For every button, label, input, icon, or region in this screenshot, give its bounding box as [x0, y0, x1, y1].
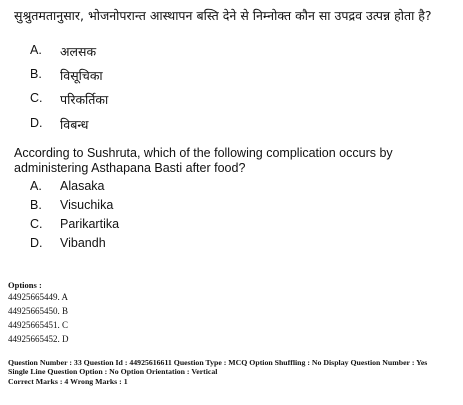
option-text: Alasaka	[60, 179, 105, 193]
option-id-b: 44925665450. B	[8, 306, 69, 316]
english-question-text: According to Sushruta, which of the following complication occurs by administering Asthapana Basti after food?	[14, 146, 393, 175]
option-text: विबन्ध	[60, 117, 89, 132]
question-metadata-line: Question Number : 33 Question Id : 44925616611 Question Type : MCQ Option Shuffling : No Display Question Number : Yes	[8, 358, 428, 367]
option-id-a: 44925665449. A	[8, 292, 69, 302]
option-id-d: 44925665452. D	[8, 334, 69, 344]
options-heading: Options :	[8, 280, 42, 290]
option-text: Visuchika	[60, 198, 114, 212]
option-id-c: 44925665451. C	[8, 320, 69, 330]
option-letter: A.	[30, 43, 42, 57]
option-text: अलसक	[60, 44, 97, 59]
option-text: Vibandh	[60, 236, 106, 250]
option-letter: D.	[30, 116, 43, 130]
hindi-question-text: सुश्रुतमतानुसार, भोजनोपरान्त आस्थापन बस्ति देने से निम्नोक्त कौन सा उपद्रव उत्पन्न होता है?	[14, 8, 432, 23]
option-letter: A.	[30, 179, 42, 193]
option-letter: B.	[30, 198, 42, 212]
option-letter: C.	[30, 217, 43, 231]
option-letter: C.	[30, 91, 43, 105]
question-settings-line: Single Line Question Option : No Option Orientation : Vertical	[8, 367, 218, 376]
option-text: परिकर्तिका	[60, 92, 109, 107]
marks-line: Correct Marks : 4 Wrong Marks : 1	[8, 377, 128, 386]
option-text: Parikartika	[60, 217, 120, 231]
option-text: विसूचिका	[60, 68, 103, 83]
option-letter: D.	[30, 236, 43, 250]
option-letter: B.	[30, 67, 42, 81]
